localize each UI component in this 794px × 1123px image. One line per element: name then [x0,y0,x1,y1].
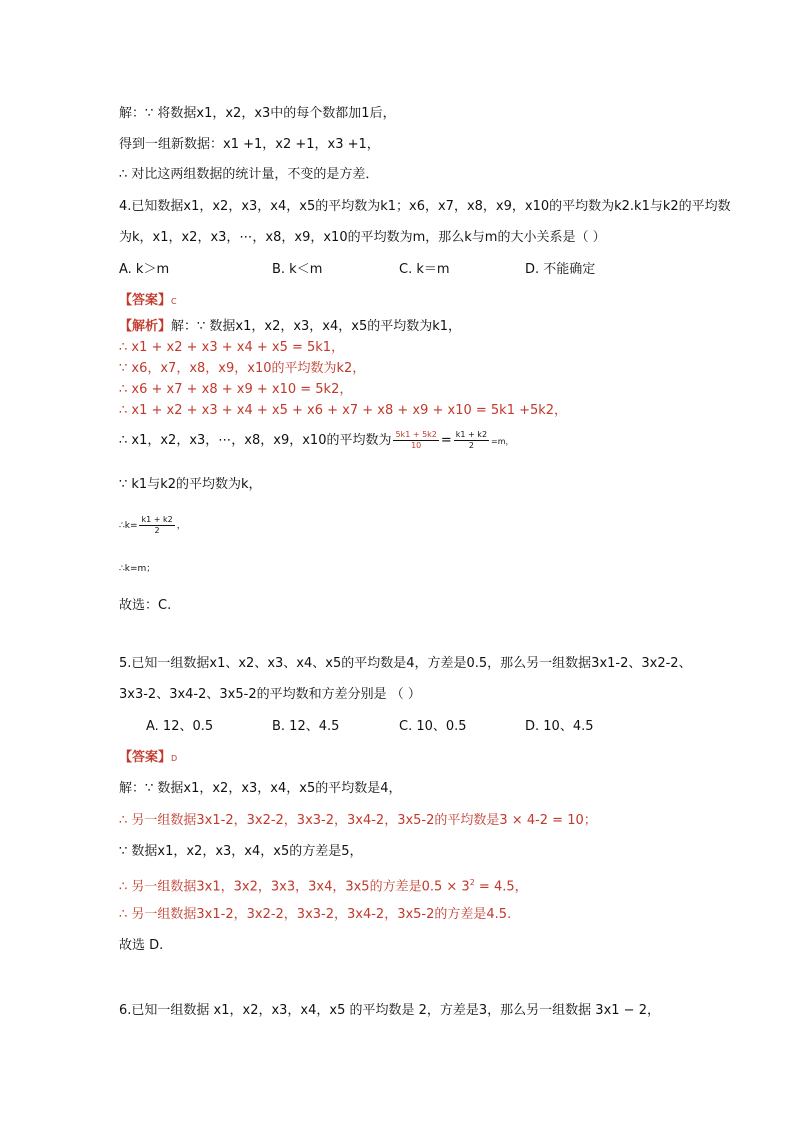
answer-tag: 【答案】 [119,293,172,308]
fraction-denominator: 10 [411,441,422,450]
fraction-numerator: k1 + k2 [141,515,173,524]
q4-answer [119,292,177,311]
q5-solution-6: 故选 D. [119,938,164,953]
analysis-8-suffix: ， [176,521,186,531]
q4-analysis-7: ∵ k1与k2的平均数为k， [119,477,262,492]
q4-option-d: D. 不能确定 [525,262,596,277]
fraction-k-value [139,515,174,536]
solution-4-suffix: = 4.5， [474,879,528,895]
q5-solution-3: ∵ 数据x1，x2，x3，x4，x5的方差是5， [119,844,363,859]
answer-value: C [171,297,177,306]
fraction-sum-over-10 [393,430,438,451]
analysis-tag: 【解析】 [119,319,172,334]
q4-analysis-5: ∴ x1 + x2 + x3 + x4 + x5 + x6 + x7 + x8 + x9 + x10 = 5k1 +5k2， [119,403,568,418]
q5-option-b: B. 12、4.5 [272,719,340,734]
solution-4-prefix: ∴ 另一组数据3x1，3x2，3x3，3x4，3x5的方差是0.5 × 3 [119,879,470,895]
q4-stem-2: 为k，x1，x2，x3，⋯，x8，x9，x10的平均数为m，那么k与m的大小关系是（ ） [119,230,606,245]
q5-solution-1: 解：∵ 数据x1，x2，x3，x4，x5的平均数是4， [119,781,402,796]
equals-sign: = [440,433,452,448]
q4-analysis-1 [119,318,461,336]
q4-analysis-8 [119,514,186,538]
q6-stem-1: 6.已知一组数据 x1，x2，x3，x4，x5 的平均数是 2，方差是3，那么另一组数据 3x1 − 2， [119,1003,660,1018]
q4-analysis-6 [119,428,514,455]
fraction-denominator: 2 [154,526,160,535]
fraction-k-average [454,430,489,451]
q4-analysis-10: 故选：C. [119,598,172,613]
q5-option-c: C. 10、0.5 [399,719,467,734]
q4-analysis-4: ∴ x6 + x7 + x8 + x9 + x10 = 5k2， [119,382,353,397]
q5-option-a: A. 12、0.5 [146,719,214,734]
sol3-line-1: 解：∵ 将数据x1，x2，x3中的每个数都加1后， [119,106,396,121]
exponent: 2 [469,878,475,887]
analysis-6-prefix: ∴ x1，x2，x3，⋯，x8，x9，x10的平均数为 [119,433,392,448]
sol3-line-2: 得到一组新数据：x1 +1，x2 +1，x3 +1， [119,137,380,152]
sol3-line-3: ∴ 对比这两组数据的统计量，不变的是方差． [119,167,379,182]
q4-option-c: C. k＝m [399,262,450,277]
answer-tag: 【答案】 [119,750,172,765]
fraction-denominator: 2 [468,441,474,450]
fraction-numerator: 5k1 + 5k2 [395,430,437,439]
q5-stem-2: 3x3-2、3x4-2、3x5-2的平均数和方差分别是 （ ） [119,687,421,702]
q4-analysis-3: ∵ x6，x7，x8，x9，x10的平均数为k2， [119,361,366,376]
q4-option-b: B. k＜m [272,262,323,277]
q5-solution-5: ∴ 另一组数据3x1-2，3x2-2，3x3-2，3x4-2，3x5-2的方差是4.5. [119,907,512,922]
q4-analysis-9: ∴k=m； [119,564,156,574]
fraction-numerator: k1 + k2 [455,430,488,439]
q4-analysis-2: ∴ x1 + x2 + x3 + x4 + x5 = 5k1， [119,340,345,355]
q5-stem-1: 5.已知一组数据x1、x2、x3、x4、x5的平均数是4，方差是0.5，那么另一组数据3x1-2、3x2-2、 [119,656,692,671]
q4-stem-1: 4.已知数据x1，x2，x3，x4，x5的平均数为k1；x6，x7，x8，x9，x10的平均数为k2.k1与k2的平均数 [119,199,731,214]
q5-option-d: D. 10、4.5 [525,719,594,734]
q5-solution-4 [119,874,528,896]
analysis-text: 解：∵ 数据x1，x2，x3，x4，x5的平均数为k1， [171,319,462,334]
q5-solution-2: ∴ 另一组数据3x1-2，3x2-2，3x3-2，3x4-2，3x5-2的平均数是3 × 4-2 = 10； [119,813,597,828]
answer-value: D [171,754,178,763]
analysis-6-suffix: =m， [491,437,514,446]
analysis-8-prefix: ∴k= [119,521,138,531]
q4-option-a: A. k＞m [119,262,170,277]
q5-answer [119,749,177,768]
